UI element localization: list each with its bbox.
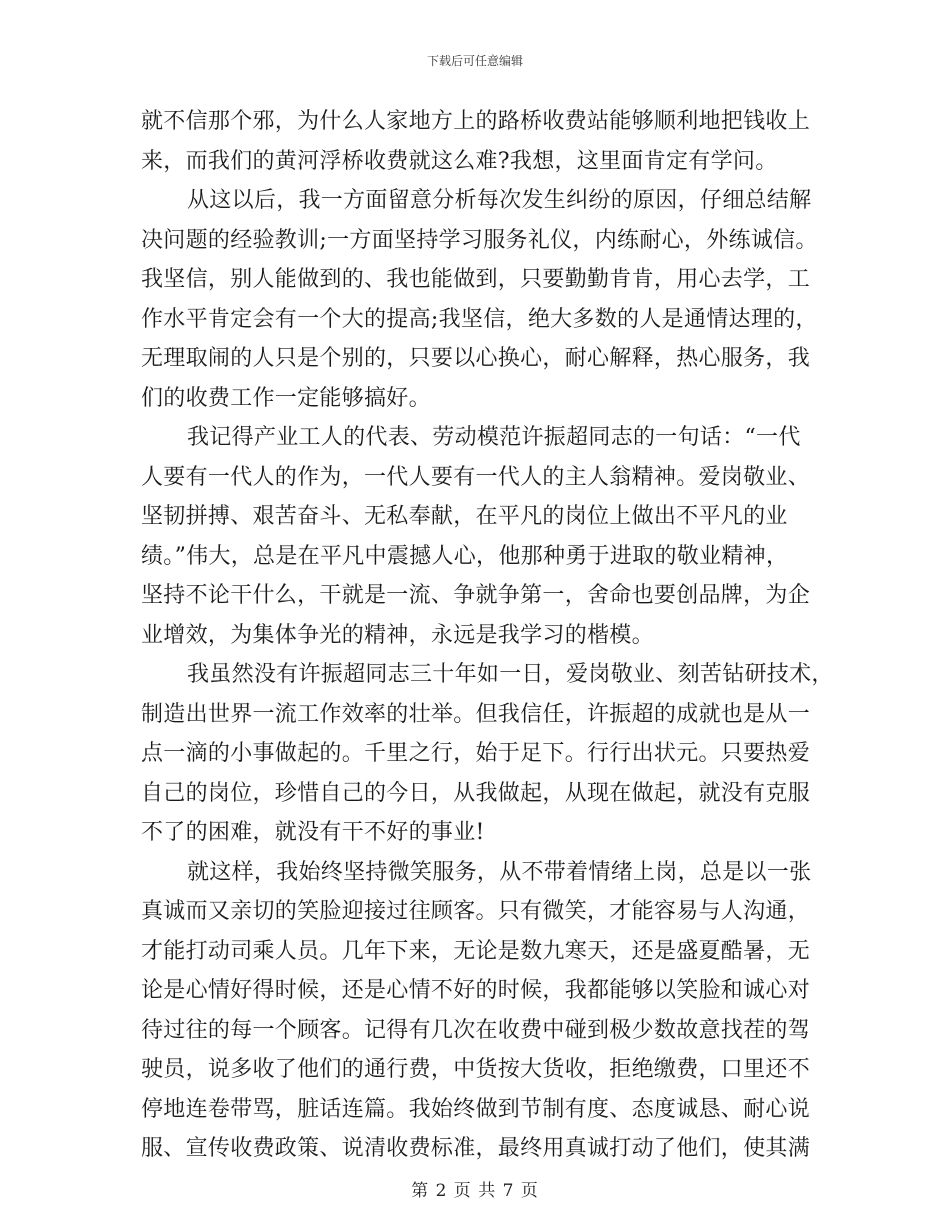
paragraph-start-line: 就这样，我始终坚持微笑服务，从不带着情绪上岗，总是以一张	[187, 859, 812, 885]
text-line: 坚韧拼搏、艰苦奋斗、无私奉献，在平凡的岗位上做出不平凡的业	[141, 504, 788, 529]
text-line: 论是心情好得时候，还是心情不好的时候，我都能够以笑脸和诚心对	[141, 978, 811, 1003]
text-line: 我坚信，别人能做到的、我也能做到，只要勤勤肯肯，用心去学，工	[141, 267, 811, 292]
text-line: 绩。”伟大，总是在平凡中震撼人心，他那种勇于进取的敬业精神，	[141, 543, 789, 569]
text-line: 服、宣传收费政策、说清收费标准，最终用真诚打动了他们，使其满	[141, 1136, 811, 1161]
text-line: 业增效，为集体争光的精神，永远是我学习的楷模。	[141, 622, 654, 648]
text-line: 决问题的经验教训;一方面坚持学习服务礼仪，内练耐心，外练诚信。	[141, 227, 818, 253]
text-line: 来，而我们的黄河浮桥收费就这么难?我想，这里面肯定有学问。	[141, 148, 778, 174]
text-line: 不了的困难，就没有干不好的事业!	[141, 820, 485, 845]
paragraph-start-line: 从这以后，我一方面留意分析每次发生纠纷的原因，仔细总结解	[187, 188, 812, 213]
paragraph-start-line: 我虽然没有许振超同志三十年如一日，爱岗敬业、刻苦钻研技术，	[187, 662, 834, 687]
text-line: 制造出世界一流工作效率的壮举。但我信任，许振超的成就也是从一	[141, 701, 811, 727]
text-line: 点一滴的小事做起的。千里之行，始于足下。行行出状元。只要热爱	[141, 741, 811, 766]
text-line: 作水平肯定会有一个大的提高;我坚信，绝大多数的人是通情达理的，	[141, 306, 818, 332]
paragraph-start-line: 我记得产业工人的代表、劳动模范许振超同志的一句话：“一代	[187, 425, 801, 450]
text-line: 们的收费工作一定能够搞好。	[141, 385, 431, 411]
text-line: 停地连卷带骂，脏话连篇。我始终做到节制有度、态度诚恳、耐心说	[141, 1096, 811, 1122]
text-line: 自己的岗位，珍惜自己的今日，从我做起，从现在做起，就没有克服	[141, 780, 811, 806]
page-number: 第 2 页 共 7 页	[411, 1181, 539, 1201]
text-line: 人要有一代人的作为，一代人要有一代人的主人翁精神。爱岗敬业、	[141, 464, 811, 490]
text-line: 驶员，说多收了他们的通行费，中货按大货收，拒绝缴费，口里还不	[141, 1057, 811, 1082]
text-line: 就不信那个邪，为什么人家地方上的路桥收费站能够顺利地把钱收上	[141, 109, 811, 134]
text-line: 无理取闹的人只是个别的，只要以心换心，耐心解释，热心服务，我	[141, 346, 811, 371]
text-line: 真诚而又亲切的笑脸迎接过往顾客。只有微笑，才能容易与人沟通，	[141, 899, 811, 924]
document-body	[141, 102, 834, 1169]
text-line: 坚持不论干什么，干就是一流、争就争第一，舍命也要创品牌，为企	[141, 583, 811, 608]
page-header-note: 下载后可任意编辑	[426, 54, 523, 68]
text-line: 才能打动司乘人员。几年下来，无论是数九寒天，还是盛夏酷暑，无	[141, 938, 811, 964]
text-line: 待过往的每一个顾客。记得有几次在收费中碰到极少数故意找茬的驾	[141, 1017, 811, 1043]
